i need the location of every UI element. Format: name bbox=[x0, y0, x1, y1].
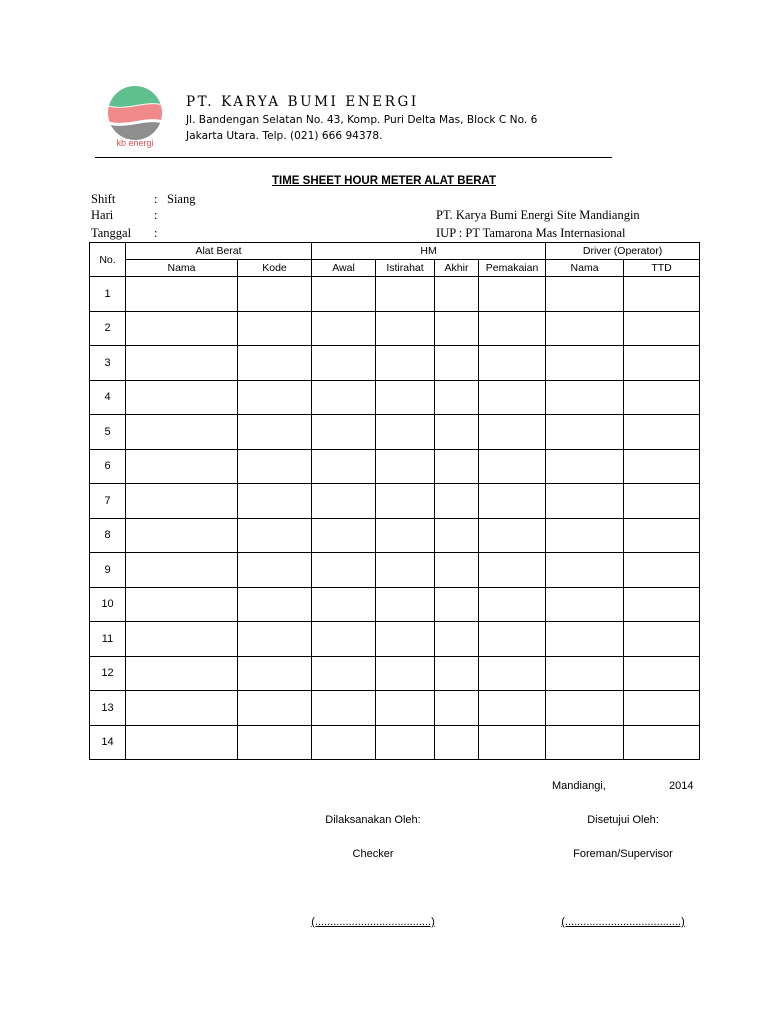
place-text: Mandiangi, bbox=[552, 780, 606, 792]
cell-istirahat[interactable] bbox=[376, 311, 435, 346]
company-logo bbox=[104, 86, 166, 148]
cell-pemakaian[interactable] bbox=[479, 518, 546, 553]
cell-pemakaian[interactable] bbox=[479, 553, 546, 588]
checker-role: Checker bbox=[352, 848, 394, 860]
cell-akhir[interactable] bbox=[435, 346, 479, 381]
cell-kode[interactable] bbox=[238, 656, 312, 691]
cell-ttd[interactable] bbox=[624, 449, 700, 484]
iup-name: IUP : PT Tamarona Mas Internasional bbox=[436, 226, 626, 240]
cell-akhir[interactable] bbox=[435, 622, 479, 657]
cell-ttd[interactable] bbox=[624, 415, 700, 450]
cell-ttd[interactable] bbox=[624, 484, 700, 519]
hari-label: Hari bbox=[91, 208, 114, 222]
row-number: 1 bbox=[90, 277, 126, 312]
cell-akhir[interactable] bbox=[435, 518, 479, 553]
cell-nama-alat[interactable] bbox=[126, 415, 238, 450]
cell-awal[interactable] bbox=[312, 346, 376, 381]
header-pemakaian: Pemakaian bbox=[479, 260, 546, 277]
cell-nama-driver[interactable] bbox=[546, 380, 624, 415]
table-row bbox=[90, 691, 700, 726]
cell-nama-driver[interactable] bbox=[546, 553, 624, 588]
table-sub-header-row bbox=[90, 260, 700, 277]
approved-by-label: Disetujui Oleh: bbox=[587, 814, 659, 826]
shift-label: Shift bbox=[91, 192, 116, 206]
shift-colon: : bbox=[154, 192, 158, 206]
cell-istirahat[interactable] bbox=[376, 484, 435, 519]
cell-nama-alat[interactable] bbox=[126, 587, 238, 622]
table-row bbox=[90, 656, 700, 691]
cell-awal[interactable] bbox=[312, 277, 376, 312]
cell-istirahat[interactable] bbox=[376, 553, 435, 588]
logo-text: kb energi bbox=[116, 138, 154, 148]
header-nama-alat: Nama bbox=[126, 260, 238, 277]
header-nama-driver: Nama bbox=[546, 260, 624, 277]
cell-nama-driver[interactable] bbox=[546, 691, 624, 726]
cell-nama-driver[interactable] bbox=[546, 518, 624, 553]
cell-pemakaian[interactable] bbox=[479, 415, 546, 450]
table-row bbox=[90, 277, 700, 312]
header-alat-berat: Alat Berat bbox=[126, 243, 312, 260]
cell-pemakaian[interactable] bbox=[479, 587, 546, 622]
cell-nama-driver[interactable] bbox=[546, 656, 624, 691]
cell-awal[interactable] bbox=[312, 553, 376, 588]
cell-kode[interactable] bbox=[238, 622, 312, 657]
address-line-1: Jl. Bandengan Selatan No. 43, Komp. Puri Delta Mas, Block C No. 6 bbox=[186, 114, 538, 126]
cell-awal[interactable] bbox=[312, 415, 376, 450]
supervisor-role: Foreman/Supervisor bbox=[573, 848, 673, 860]
table-body bbox=[90, 277, 700, 760]
cell-nama-alat[interactable] bbox=[126, 518, 238, 553]
row-number: 10 bbox=[90, 587, 126, 622]
cell-nama-alat[interactable] bbox=[126, 311, 238, 346]
cell-nama-alat[interactable] bbox=[126, 346, 238, 381]
shift-value: Siang bbox=[167, 192, 196, 206]
cell-istirahat[interactable] bbox=[376, 691, 435, 726]
cell-istirahat[interactable] bbox=[376, 725, 435, 760]
table-row bbox=[90, 725, 700, 760]
cell-nama-alat[interactable] bbox=[126, 656, 238, 691]
cell-awal[interactable] bbox=[312, 656, 376, 691]
cell-istirahat[interactable] bbox=[376, 449, 435, 484]
cell-akhir[interactable] bbox=[435, 277, 479, 312]
row-number: 12 bbox=[90, 656, 126, 691]
row-number: 6 bbox=[90, 449, 126, 484]
cell-nama-driver[interactable] bbox=[546, 622, 624, 657]
cell-awal[interactable] bbox=[312, 518, 376, 553]
cell-ttd[interactable] bbox=[624, 691, 700, 726]
cell-istirahat[interactable] bbox=[376, 622, 435, 657]
cell-akhir[interactable] bbox=[435, 587, 479, 622]
row-number: 4 bbox=[90, 380, 126, 415]
cell-kode[interactable] bbox=[238, 380, 312, 415]
cell-akhir[interactable] bbox=[435, 380, 479, 415]
cell-pemakaian[interactable] bbox=[479, 380, 546, 415]
cell-pemakaian[interactable] bbox=[479, 449, 546, 484]
cell-istirahat[interactable] bbox=[376, 656, 435, 691]
cell-istirahat[interactable] bbox=[376, 346, 435, 381]
cell-pemakaian[interactable] bbox=[479, 484, 546, 519]
cell-kode[interactable] bbox=[238, 587, 312, 622]
supervisor-signature-line: (......................................) bbox=[561, 916, 685, 928]
cell-nama-driver[interactable] bbox=[546, 346, 624, 381]
header-akhir: Akhir bbox=[435, 260, 479, 277]
cell-istirahat[interactable] bbox=[376, 277, 435, 312]
company-address bbox=[186, 112, 537, 144]
cell-awal[interactable] bbox=[312, 449, 376, 484]
cell-kode[interactable] bbox=[238, 311, 312, 346]
cell-pemakaian[interactable] bbox=[479, 277, 546, 312]
executed-by-label: Dilaksanakan Oleh: bbox=[325, 814, 421, 826]
table-row bbox=[90, 346, 700, 381]
cell-pemakaian[interactable] bbox=[479, 656, 546, 691]
row-number: 5 bbox=[90, 415, 126, 450]
cell-ttd[interactable] bbox=[624, 725, 700, 760]
cell-ttd[interactable] bbox=[624, 277, 700, 312]
cell-ttd[interactable] bbox=[624, 553, 700, 588]
cell-nama-alat[interactable] bbox=[126, 277, 238, 312]
cell-nama-driver[interactable] bbox=[546, 415, 624, 450]
cell-kode[interactable] bbox=[238, 691, 312, 726]
cell-awal[interactable] bbox=[312, 622, 376, 657]
header-awal: Awal bbox=[312, 260, 376, 277]
cell-nama-driver[interactable] bbox=[546, 484, 624, 519]
cell-awal[interactable] bbox=[312, 484, 376, 519]
site-name: PT. Karya Bumi Energi Site Mandiangin bbox=[436, 208, 640, 222]
cell-akhir[interactable] bbox=[435, 725, 479, 760]
cell-pemakaian[interactable] bbox=[479, 346, 546, 381]
cell-awal[interactable] bbox=[312, 587, 376, 622]
cell-nama-driver[interactable] bbox=[546, 449, 624, 484]
header-driver: Driver (Operator) bbox=[546, 243, 700, 260]
cell-akhir[interactable] bbox=[435, 656, 479, 691]
row-number: 2 bbox=[90, 311, 126, 346]
cell-nama-alat[interactable] bbox=[126, 691, 238, 726]
tanggal-colon: : bbox=[154, 226, 158, 240]
header-hm: HM bbox=[312, 243, 546, 260]
cell-pemakaian[interactable] bbox=[479, 691, 546, 726]
header-istirahat: Istirahat bbox=[376, 260, 435, 277]
cell-nama-alat[interactable] bbox=[126, 484, 238, 519]
table-row bbox=[90, 380, 700, 415]
address-line-2: Jakarta Utara. Telp. (021) 666 94378. bbox=[186, 130, 383, 142]
header-ttd: TTD bbox=[624, 260, 700, 277]
cell-nama-alat[interactable] bbox=[126, 449, 238, 484]
cell-kode[interactable] bbox=[238, 484, 312, 519]
table-row bbox=[90, 622, 700, 657]
cell-kode[interactable] bbox=[238, 449, 312, 484]
cell-akhir[interactable] bbox=[435, 415, 479, 450]
cell-akhir[interactable] bbox=[435, 311, 479, 346]
cell-akhir[interactable] bbox=[435, 484, 479, 519]
cell-ttd[interactable] bbox=[624, 587, 700, 622]
cell-pemakaian[interactable] bbox=[479, 311, 546, 346]
cell-awal[interactable] bbox=[312, 311, 376, 346]
table-row bbox=[90, 518, 700, 553]
year-text: 2014 bbox=[669, 780, 694, 792]
table-row bbox=[90, 415, 700, 450]
cell-ttd[interactable] bbox=[624, 346, 700, 381]
cell-nama-driver[interactable] bbox=[546, 311, 624, 346]
cell-ttd[interactable] bbox=[624, 656, 700, 691]
cell-kode[interactable] bbox=[238, 518, 312, 553]
timesheet-table bbox=[89, 242, 700, 760]
header-divider bbox=[95, 157, 612, 158]
cell-akhir[interactable] bbox=[435, 553, 479, 588]
header-no: No. bbox=[90, 243, 126, 277]
row-number: 13 bbox=[90, 691, 126, 726]
cell-nama-driver[interactable] bbox=[546, 587, 624, 622]
company-name: PT. KARYA BUMI ENERGI bbox=[186, 94, 419, 110]
cell-kode[interactable] bbox=[238, 553, 312, 588]
table-group-header-row bbox=[90, 243, 700, 260]
row-number: 3 bbox=[90, 346, 126, 381]
cell-akhir[interactable] bbox=[435, 691, 479, 726]
row-number: 8 bbox=[90, 518, 126, 553]
cell-istirahat[interactable] bbox=[376, 415, 435, 450]
cell-nama-alat[interactable] bbox=[126, 553, 238, 588]
hari-colon: : bbox=[154, 208, 158, 222]
cell-ttd[interactable] bbox=[624, 518, 700, 553]
table-row bbox=[90, 553, 700, 588]
table-row bbox=[90, 484, 700, 519]
cell-awal[interactable] bbox=[312, 380, 376, 415]
row-number: 14 bbox=[90, 725, 126, 760]
cell-ttd[interactable] bbox=[624, 622, 700, 657]
cell-istirahat[interactable] bbox=[376, 380, 435, 415]
cell-nama-alat[interactable] bbox=[126, 725, 238, 760]
header-kode: Kode bbox=[238, 260, 312, 277]
checker-signature-line: (......................................) bbox=[311, 916, 435, 928]
table-row bbox=[90, 449, 700, 484]
cell-nama-alat[interactable] bbox=[126, 380, 238, 415]
cell-pemakaian[interactable] bbox=[479, 725, 546, 760]
cell-kode[interactable] bbox=[238, 346, 312, 381]
cell-kode[interactable] bbox=[238, 725, 312, 760]
row-number: 7 bbox=[90, 484, 126, 519]
cell-awal[interactable] bbox=[312, 691, 376, 726]
cell-nama-driver[interactable] bbox=[546, 725, 624, 760]
cell-istirahat[interactable] bbox=[376, 587, 435, 622]
cell-kode[interactable] bbox=[238, 415, 312, 450]
cell-awal[interactable] bbox=[312, 725, 376, 760]
table-row bbox=[90, 311, 700, 346]
cell-nama-alat[interactable] bbox=[126, 622, 238, 657]
cell-nama-driver[interactable] bbox=[546, 277, 624, 312]
cell-pemakaian[interactable] bbox=[479, 622, 546, 657]
cell-ttd[interactable] bbox=[624, 380, 700, 415]
document-title: TIME SHEET HOUR METER ALAT BERAT bbox=[271, 175, 497, 187]
tanggal-label: Tanggal bbox=[91, 226, 132, 240]
cell-kode[interactable] bbox=[238, 277, 312, 312]
cell-istirahat[interactable] bbox=[376, 518, 435, 553]
table-row bbox=[90, 587, 700, 622]
cell-akhir[interactable] bbox=[435, 449, 479, 484]
row-number: 11 bbox=[90, 622, 126, 657]
cell-ttd[interactable] bbox=[624, 311, 700, 346]
row-number: 9 bbox=[90, 553, 126, 588]
